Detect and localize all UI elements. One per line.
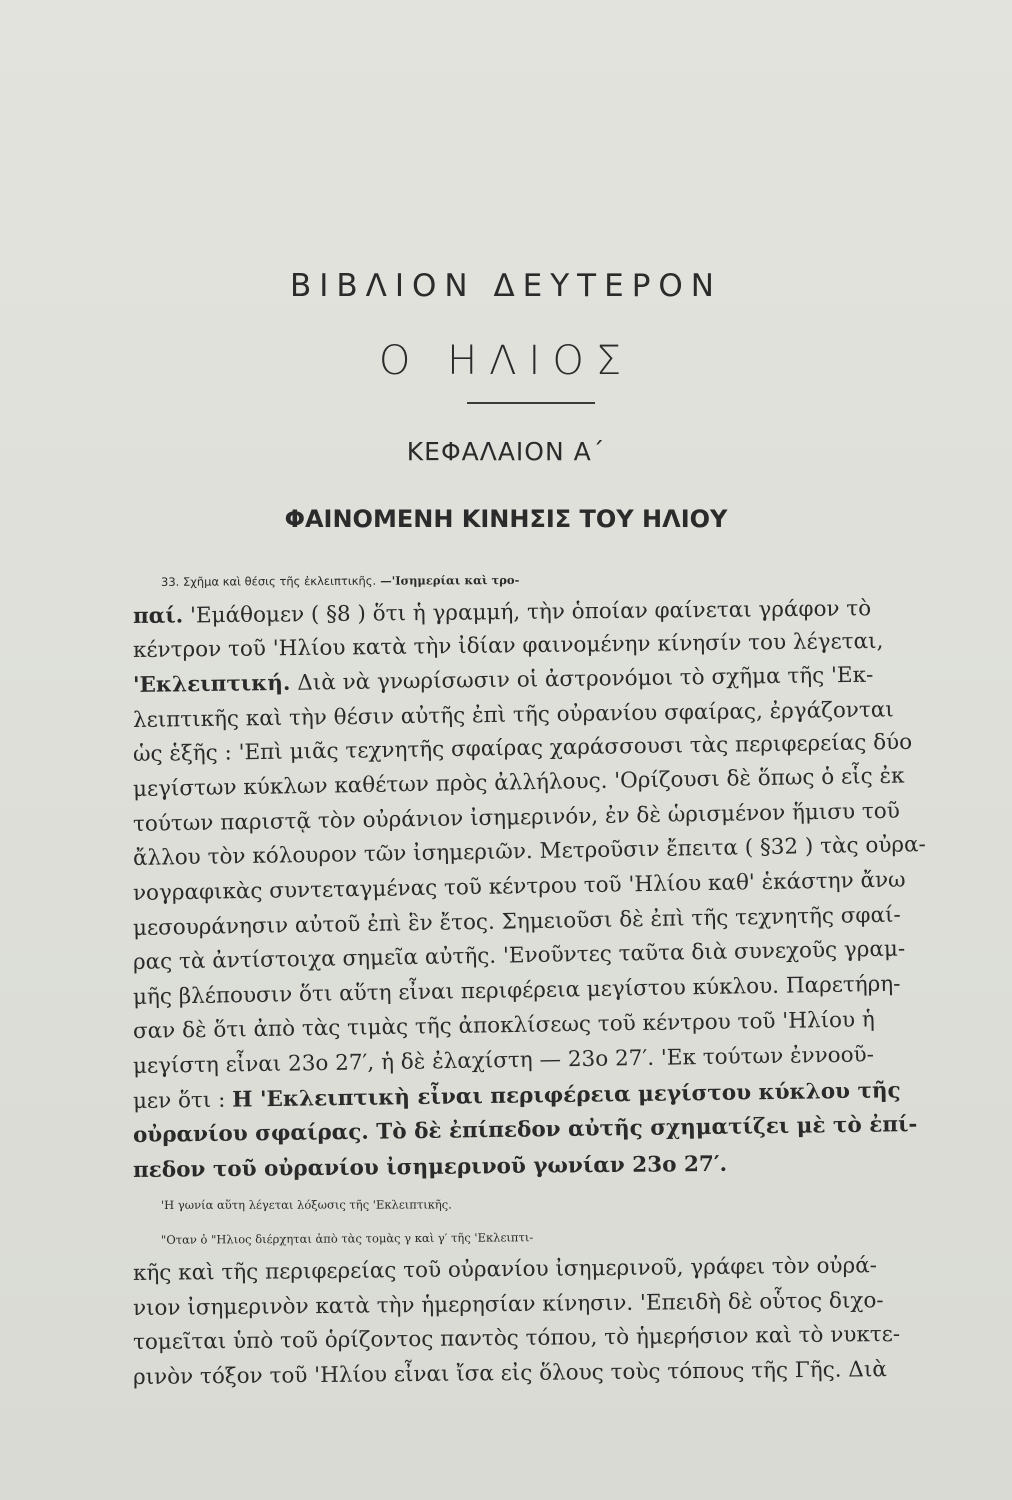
text-line — [133, 659, 971, 701]
text-span: —'Ισημερίαι καὶ τρο- — [376, 572, 520, 588]
text-line — [133, 1109, 971, 1151]
text-line — [133, 1285, 971, 1324]
text-span: μῆς βλέπουσιν ὅτι αὕτη εἶναι περιφέρεια μεγίστου κύκλου. Παρετήρη- — [132, 971, 901, 1010]
text-line — [133, 593, 971, 632]
text-span: "Οταν ὁ "Ηλιος διέρχηται ἀπὸ τὰς τομὰς γ καὶ γ′ τῆς 'Εκλειπτι- — [160, 1230, 534, 1247]
text-span: νιον ἰσημερινὸν κατὰ τὴν ἡμερησίαν κίνησιν. 'Επειδὴ δὲ οὗτος διχο- — [132, 1288, 884, 1321]
text-span: ἄλλου τὸν κόλουρον τῶν ἰσημεριῶν. Μετροῦσιν ἔπειτα ( §32 ) τὰς οὐρα- — [132, 832, 927, 871]
text-span: μεγίστη εἶναι 23ο 27′, ἡ δὲ ἐλαχίστη — 23ο 27′. 'Εκ τούτων ἐννοοῦ- — [132, 1042, 875, 1079]
text-span: λειπτικῆς καὶ τὴν θέσιν αὐτῆς ἐπὶ τῆς οὐρανίου σφαίρας, ἐργάζονται — [132, 697, 894, 733]
text-line — [133, 1039, 971, 1082]
text-span: παί. — [132, 603, 184, 629]
part-title: Ο ΗΛΙΟΣ — [378, 338, 634, 384]
text-line — [133, 1219, 999, 1255]
chapter-heading: ΚΕΦΑΛΑΙΟΝ Α΄ — [406, 437, 606, 466]
text-line — [133, 1147, 971, 1186]
text-span: Η 'Εκλειπτικὴ εἶναι περιφέρεια μεγίστου κύκλου τῆς — [232, 1078, 901, 1113]
text-span: 'Εμάθομεν ( §8 ) ὅτι ἡ γραμμή, τὴν ὁποίαν φαίνεται γράφον τὸ — [183, 596, 872, 629]
text-span: μεν ὅτι : — [132, 1087, 233, 1114]
text-line — [133, 1319, 971, 1358]
text-line — [133, 1354, 971, 1393]
text-span: μεσουράνησιν αὐτοῦ ἐπὶ ἓν ἔτος. Σημειοῦσι δὲ ἐπὶ τῆς τεχνητῆς σφαί- — [132, 902, 901, 941]
book-title: ΒΙΒΛΙΟΝ ΔΕΥΤΕΡΟΝ — [289, 268, 722, 304]
text-span: Διὰ νὰ γνωρίσωσιν οἱ ἀστρονόμοι τὸ σχῆμα τῆς 'Εκ- — [290, 662, 874, 696]
text-span: κέντρον τοῦ 'Ηλίου κατὰ τὴν ἰδίαν φαινομένην κίνησίν του λέγεται, — [132, 628, 884, 663]
text-span: μεγίστων κύκλων καθέτων πρὸς ἀλλήλους. 'Ορίζουσι δὲ ὅπως ὁ εἷς ἐκ — [132, 763, 905, 802]
text-span: πεδον τοῦ οὐρανίου ἰσημερινοῦ γωνίαν 23ο 27′. — [132, 1151, 728, 1183]
text-line — [133, 1250, 971, 1289]
title-divider — [467, 402, 595, 404]
section-title: ΦΑΙΝΟΜΕΝΗ ΚΙΝΗΣΙΣ ΤΟΥ ΗΛΙΟΥ — [284, 505, 728, 533]
text-span: ὡς ἑξῆς : 'Επὶ μιᾶς τεχνητῆς σφαίρας χαράσσουσι τὰς περιφερείας δύο — [132, 729, 913, 767]
text-span: οὐρανίου σφαίρας. Τὸ δὲ ἐπίπεδον αὐτῆς σχηματίζει μὲ τὸ ἐπί- — [132, 1112, 918, 1148]
text-line — [133, 1188, 999, 1220]
text-span: 33. Σχῆμα καὶ θέσις τῆς ἐκλειπτικῆς. — [160, 573, 377, 589]
text-span: τούτων παριστᾷ τὸν οὐράνιον ἰσημερινόν, ἐν δὲ ὡρισμένον ἥμισυ τοῦ — [132, 798, 900, 837]
text-line — [133, 562, 999, 597]
text-span: ρινὸν τόξον τοῦ 'Ηλίου εἶναι ἴσα εἰς ὅλους τοὺς τόπους τῆς Γῆς. Διὰ — [132, 1357, 887, 1390]
text-span: 'Η γωνία αὕτη λέγεται λόξωσις τῆς 'Εκλειπτικῆς. — [160, 1197, 452, 1212]
text-span: 'Εκλειπτική. — [132, 670, 291, 698]
text-span: νογραφικὰς συντεταγμένας τοῦ κέντρου τοῦ 'Ηλίου καθ' ἑκάστην ἄνω — [132, 867, 906, 906]
text-span: τομεῖται ὑπὸ τοῦ ὁρίζοντος παντὸς τόπου, τὸ ἡμερήσιον καὶ τὸ νυκτε- — [132, 1321, 901, 1355]
text-line — [133, 626, 971, 666]
text-span: σαν δὲ ὅτι ἀπὸ τὰς τιμὰς τῆς ἀποκλίσεως τοῦ κέντρου τοῦ 'Ηλίου ἡ — [132, 1007, 875, 1044]
text-span: ρας τὰ ἀντίστοιχα σημεῖα αὐτῆς. 'Ενοῦντες ταῦτα διὰ συνεχοῦς γραμ- — [132, 936, 906, 975]
text-span: κῆς καὶ τῆς περιφερείας τοῦ οὐρανίου ἰσημερινοῦ, γράφει τὸν οὐρά- — [132, 1253, 878, 1286]
